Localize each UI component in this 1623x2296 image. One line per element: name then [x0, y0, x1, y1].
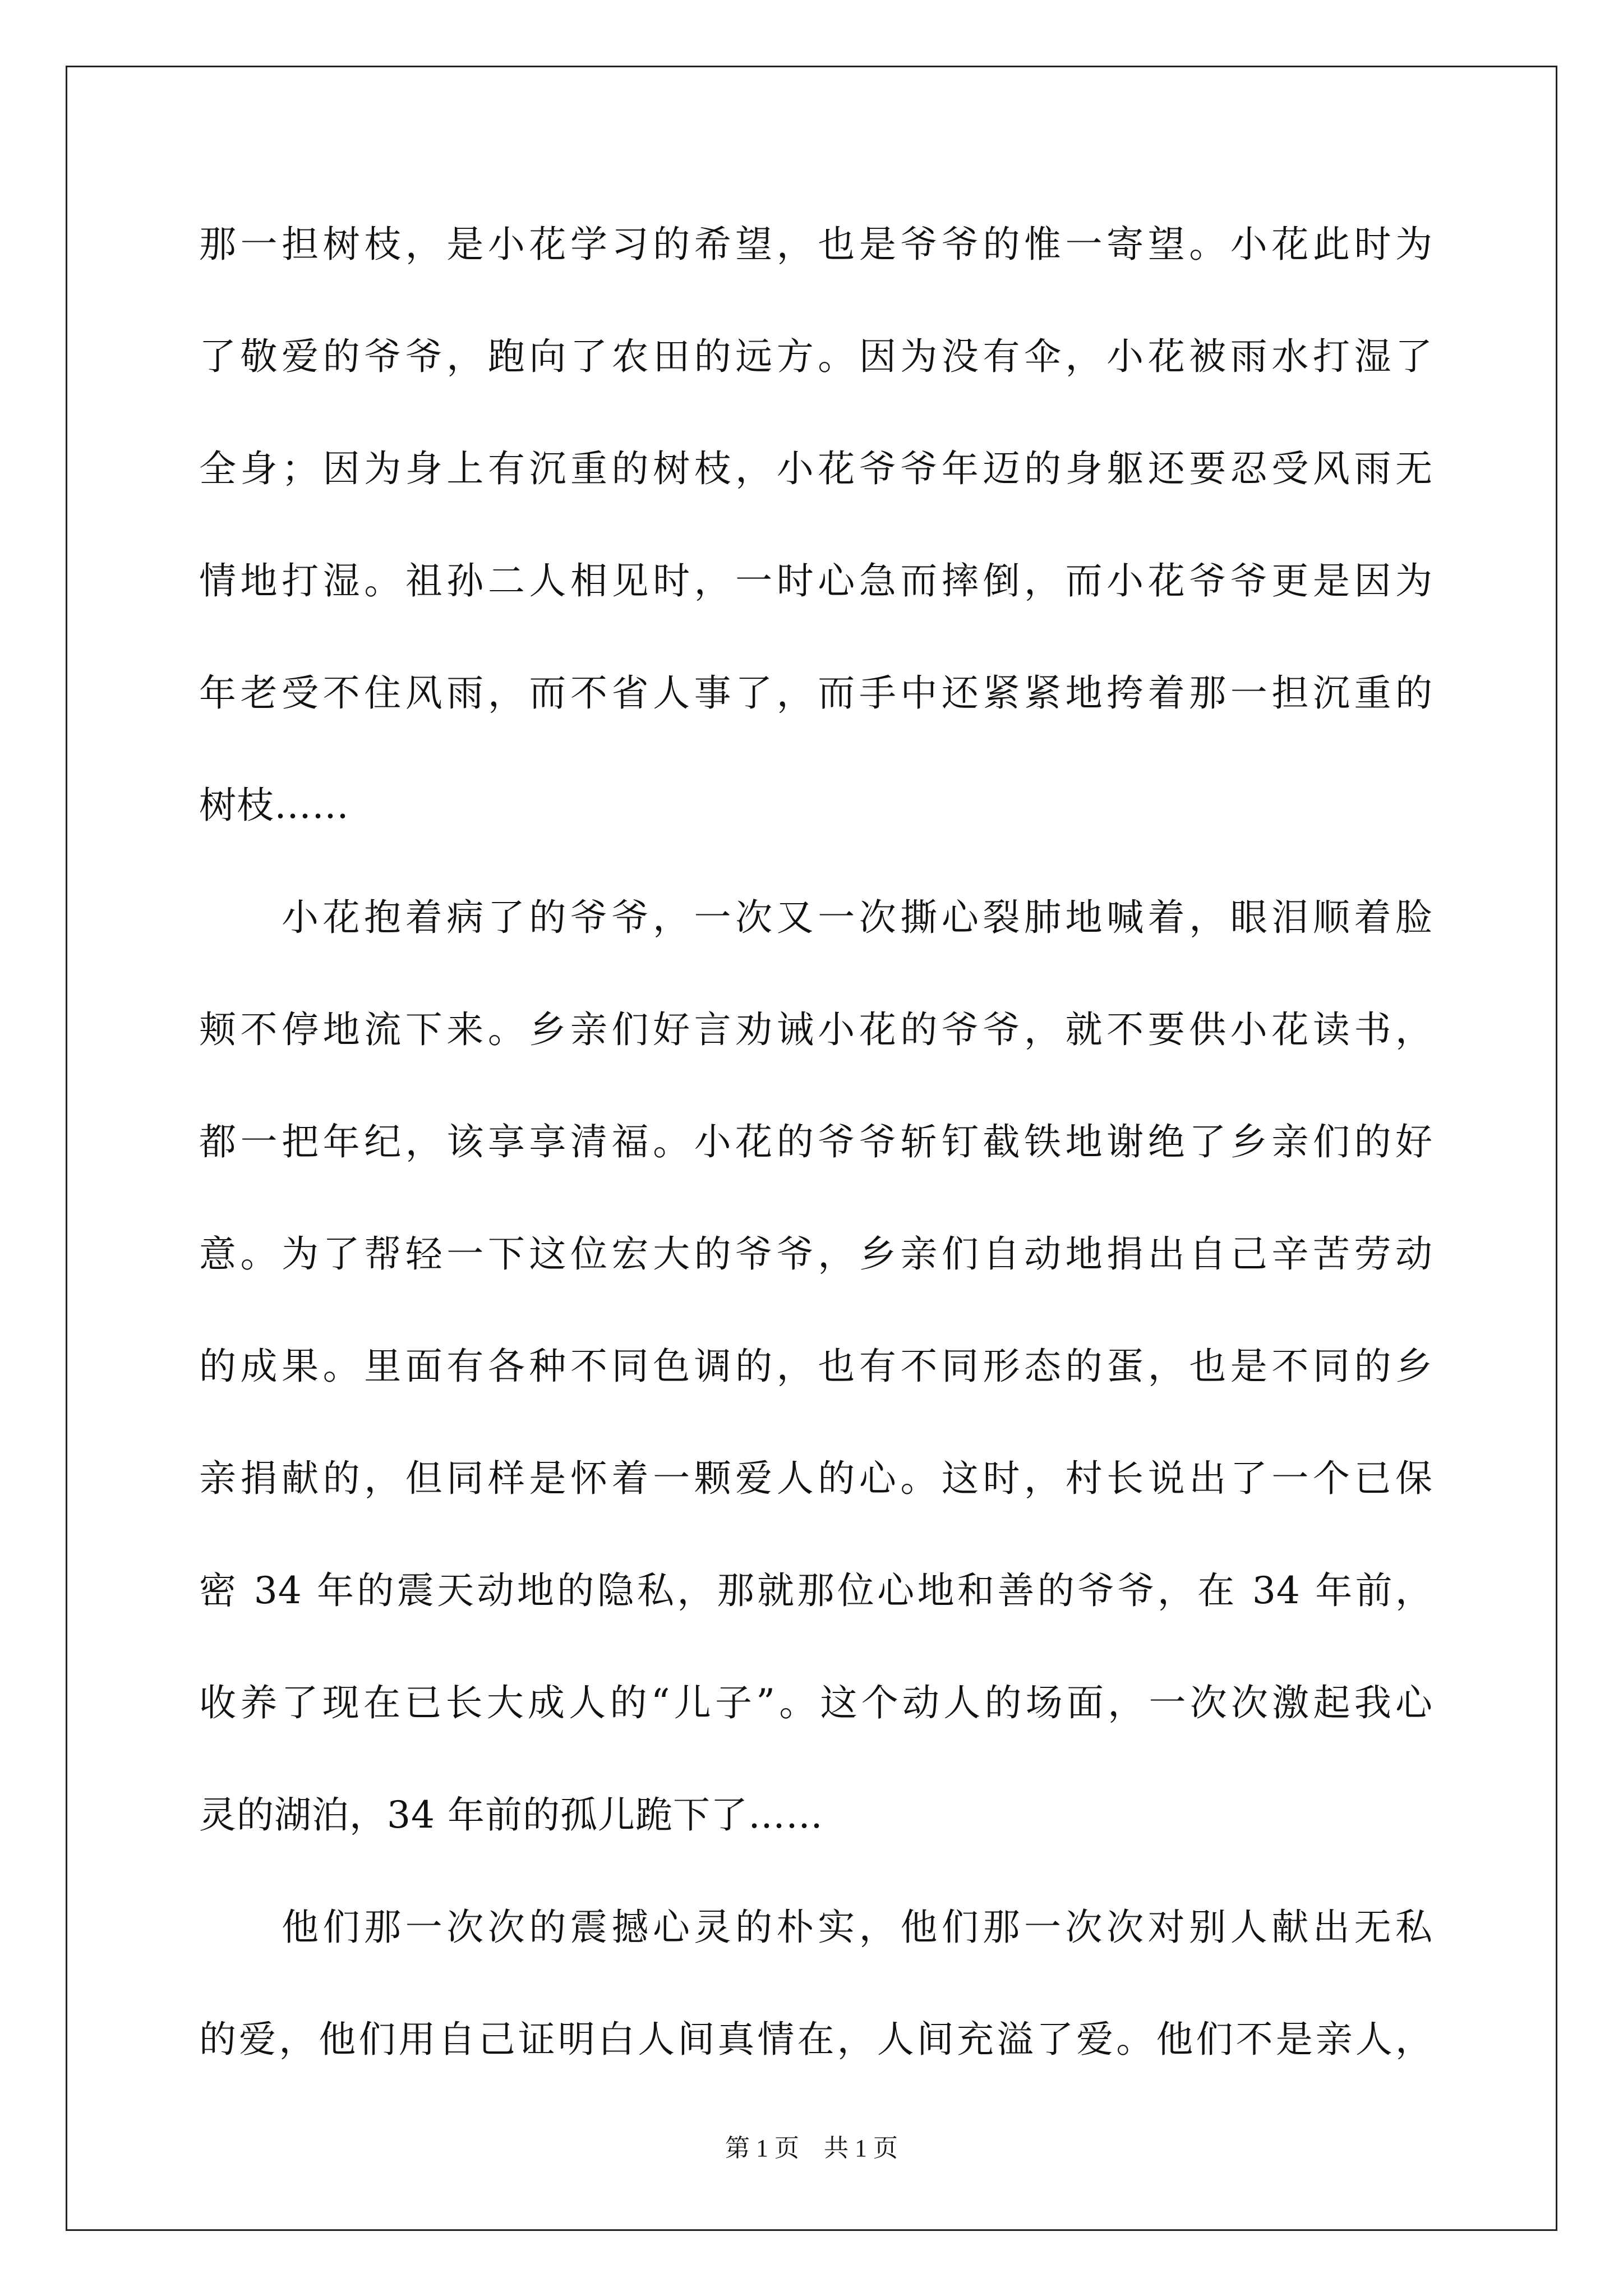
paragraph-2-line-3: 都一把年纪，该享享清福。小花的爷爷斩钉截铁地谢绝了乡亲们的好: [199, 1120, 1433, 1163]
paragraph-2-line-6: 亲捐献的，但同样是怀着一颗爱人的心。这时，村长说出了一个已保: [199, 1457, 1433, 1500]
paragraph-2-line-8: 收养了现在已长大成人的“儿子”。这个动人的场面，一次次激起我心: [199, 1681, 1433, 1724]
paragraph-2-line-5: 的成果。里面有各种不同色调的，也有不同形态的蛋，也是不同的乡: [199, 1345, 1433, 1388]
page-number-footer: 第 1 页 共 1 页: [725, 2134, 898, 2162]
paragraph-1-line-2: 了敬爱的爷爷，跑向了农田的远方。因为没有伞，小花被雨水打湿了: [199, 335, 1433, 378]
paragraph-1-line-4: 情地打湿。祖孙二人相见时，一时心急而摔倒，而小花爷爷更是因为: [199, 559, 1433, 602]
paragraph-1-line-5: 年老受不住风雨，而不省人事了，而手中还紧紧地挎着那一担沉重的: [199, 671, 1433, 715]
paragraph-1-line-6: 树枝……: [199, 784, 349, 827]
paragraph-3-line-1: 他们那一次次的震撼心灵的朴实，他们那一次次对别人献出无私: [282, 1906, 1433, 1949]
paragraph-2-line-9: 灵的湖泊，34 年前的孤儿跪下了……: [199, 1793, 823, 1837]
document-body: [199, 213, 1433, 2120]
paragraph-2-line-4: 意。为了帮轻一下这位宏大的爷爷，乡亲们自动地捐出自己辛苦劳动: [199, 1232, 1433, 1276]
paragraph-1-line-1: 那一担树枝，是小花学习的希望，也是爷爷的惟一寄望。小花此时为: [199, 223, 1433, 266]
paragraph-2-line-2: 颊不停地流下来。乡亲们好言劝诫小花的爷爷，就不要供小花读书，: [199, 1008, 1433, 1051]
paragraph-2-line-1: 小花抱着病了的爷爷，一次又一次撕心裂肺地喊着，眼泪顺着脸: [282, 896, 1433, 939]
paragraph-2-line-7: 密 34 年的震天动地的隐私，那就那位心地和善的爷爷，在 34 年前，: [199, 1569, 1433, 1612]
paragraph-1-line-3: 全身；因为身上有沉重的树枝，小花爷爷年迈的身躯还要忍受风雨无: [199, 447, 1433, 490]
paragraph-3-line-2: 的爱，他们用自己证明白人间真情在，人间充溢了爱。他们不是亲人，: [199, 2018, 1433, 2061]
